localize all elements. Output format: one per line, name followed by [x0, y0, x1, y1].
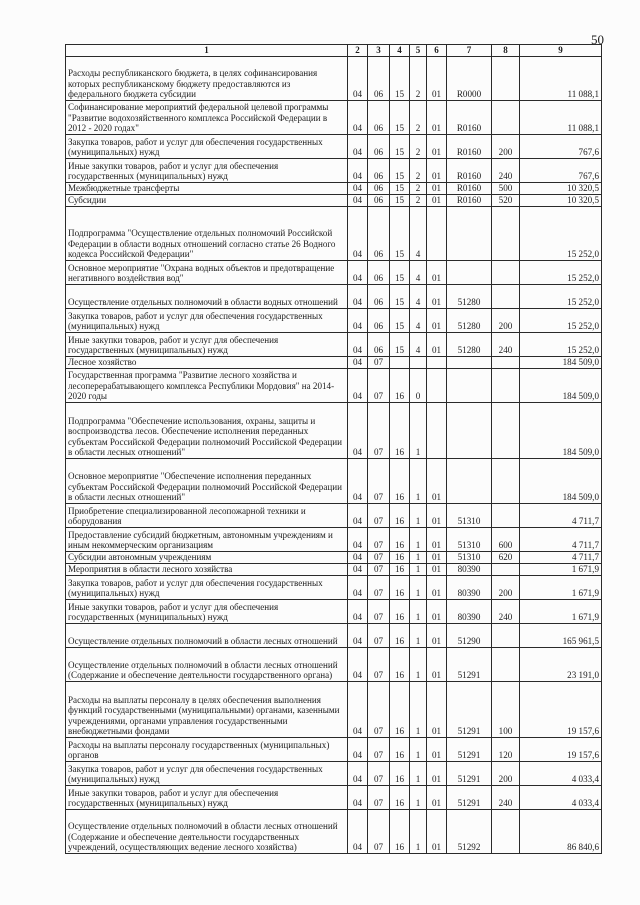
row-name-cell: Подпрограмма "Обеспечение использования, охраны, защиты и воспроизводства лесов. Обеспечение исполнения переданных субъектам Российской Федерации полномочий Российской Федерации в области лесных отношений"	[66, 403, 348, 459]
row-name-cell: Осуществление отдельных полномочий в области водных отношений	[66, 285, 348, 309]
direction-code-cell: 51310	[447, 552, 492, 564]
direction-code-cell: 51291	[447, 738, 492, 762]
table-row	[66, 285, 602, 309]
subsection-code-cell: 06	[368, 57, 390, 101]
subprogram-code-cell: 2	[410, 135, 427, 159]
measure-code-cell: 01	[427, 576, 447, 600]
program-code-cell: 15	[390, 183, 410, 195]
section-code-cell: 04	[348, 159, 368, 183]
amount-cell: 10 320,5	[520, 183, 602, 195]
amount-cell: 165 961,5	[520, 624, 602, 648]
measure-code-cell: 01	[427, 285, 447, 309]
direction-code-cell: 51291	[447, 682, 492, 738]
measure-code-cell	[427, 207, 447, 261]
direction-code-cell: R0160	[447, 101, 492, 135]
subsection-code-cell: 06	[368, 101, 390, 135]
subsection-code-cell: 07	[368, 648, 390, 682]
amount-cell: 1 671,9	[520, 564, 602, 576]
amount-cell: 86 840,6	[520, 810, 602, 854]
table-row	[66, 564, 602, 576]
table-row	[66, 403, 602, 459]
subsection-code-cell: 06	[368, 207, 390, 261]
header-cell: 9	[520, 45, 602, 57]
direction-code-cell: 51291	[447, 648, 492, 682]
program-code-cell: 15	[390, 135, 410, 159]
subprogram-code-cell: 4	[410, 207, 427, 261]
expense-type-code-cell: 600	[492, 528, 520, 552]
expense-type-code-cell: 520	[492, 195, 520, 207]
table-row	[66, 459, 602, 504]
measure-code-cell: 01	[427, 57, 447, 101]
subsection-code-cell: 07	[368, 504, 390, 528]
subsection-code-cell: 07	[368, 576, 390, 600]
subsection-code-cell: 07	[368, 564, 390, 576]
program-code-cell: 15	[390, 207, 410, 261]
expense-type-code-cell: 620	[492, 552, 520, 564]
expense-type-code-cell	[492, 403, 520, 459]
subprogram-code-cell: 2	[410, 183, 427, 195]
row-name-cell: Закупка товаров, работ и услуг для обеспечения государственных (муниципальных) нужд	[66, 576, 348, 600]
expense-type-code-cell	[492, 564, 520, 576]
row-name-cell: Основное мероприятие "Охрана водных объектов и предотвращение негативного воздействия вод"	[66, 261, 348, 285]
amount-cell: 15 252,0	[520, 333, 602, 357]
direction-code-cell: R0000	[447, 57, 492, 101]
row-name-cell: Государственная программа "Развитие лесного хозяйства и лесоперерабатывающего комплекса Республики Мордовия" на 2014-2020 годы	[66, 369, 348, 403]
expense-type-code-cell	[492, 504, 520, 528]
subprogram-code-cell: 2	[410, 195, 427, 207]
expense-type-code-cell	[492, 57, 520, 101]
direction-code-cell: 51290	[447, 624, 492, 648]
subsection-code-cell: 07	[368, 357, 390, 369]
direction-code-cell	[447, 261, 492, 285]
section-code-cell: 04	[348, 648, 368, 682]
header-cell: 7	[447, 45, 492, 57]
row-name-cell: Софинансирование мероприятий федеральной целевой программы "Развитие водохозяйственного комплекса Российской Федерации в 2012 - 2020 годах"	[66, 101, 348, 135]
measure-code-cell: 01	[427, 528, 447, 552]
program-code-cell: 16	[390, 576, 410, 600]
amount-cell: 1 671,9	[520, 600, 602, 624]
header-cell: 6	[427, 45, 447, 57]
expense-type-code-cell: 200	[492, 576, 520, 600]
amount-cell: 184 509,0	[520, 459, 602, 504]
direction-code-cell: R0160	[447, 183, 492, 195]
row-name-cell: Иные закупки товаров, работ и услуг для обеспечения государственных (муниципальных) нужд	[66, 159, 348, 183]
row-name-cell: Подпрограмма "Осуществление отдельных полномочий Российской Федерации в области водных отношений согласно статье 26 Водного кодекса Российской Федерации"	[66, 207, 348, 261]
program-code-cell: 16	[390, 552, 410, 564]
program-code-cell: 16	[390, 564, 410, 576]
program-code-cell: 16	[390, 624, 410, 648]
table-row	[66, 207, 602, 261]
section-code-cell: 04	[348, 207, 368, 261]
program-code-cell: 16	[390, 459, 410, 504]
row-name-cell: Приобретение специализированной лесопожарной техники и оборудования	[66, 504, 348, 528]
measure-code-cell: 01	[427, 564, 447, 576]
expense-type-code-cell	[492, 459, 520, 504]
row-name-cell: Основное мероприятие "Обеспечение исполнения переданных субъектам Российской Федерации полномочий Российской Федерации в области лесных отношений"	[66, 459, 348, 504]
expense-type-code-cell	[492, 101, 520, 135]
subsection-code-cell: 07	[368, 552, 390, 564]
section-code-cell: 04	[348, 57, 368, 101]
expense-type-code-cell: 240	[492, 159, 520, 183]
amount-cell: 11 088,1	[520, 57, 602, 101]
header-cell: 4	[390, 45, 410, 57]
measure-code-cell	[427, 357, 447, 369]
table-row	[66, 576, 602, 600]
measure-code-cell: 01	[427, 810, 447, 854]
amount-cell: 15 252,0	[520, 207, 602, 261]
subprogram-code-cell: 1	[410, 738, 427, 762]
expense-type-code-cell: 240	[492, 333, 520, 357]
measure-code-cell: 01	[427, 333, 447, 357]
subsection-code-cell: 07	[368, 682, 390, 738]
row-name-cell: Осуществление отдельных полномочий в области лесных отношений	[66, 624, 348, 648]
direction-code-cell: R0160	[447, 135, 492, 159]
section-code-cell: 04	[348, 309, 368, 333]
program-code-cell: 16	[390, 810, 410, 854]
table-row	[66, 309, 602, 333]
program-code-cell: 16	[390, 786, 410, 810]
measure-code-cell: 01	[427, 195, 447, 207]
subsection-code-cell: 07	[368, 369, 390, 403]
program-code-cell: 16	[390, 682, 410, 738]
subprogram-code-cell: 1	[410, 459, 427, 504]
section-code-cell: 04	[348, 369, 368, 403]
expense-type-code-cell	[492, 369, 520, 403]
expense-type-code-cell	[492, 624, 520, 648]
measure-code-cell: 01	[427, 504, 447, 528]
program-code-cell: 15	[390, 333, 410, 357]
direction-code-cell: 51310	[447, 504, 492, 528]
program-code-cell: 15	[390, 159, 410, 183]
row-name-cell: Предоставление субсидий бюджетным, автономным учреждениям и иным некоммерческим организациям	[66, 528, 348, 552]
direction-code-cell: 51291	[447, 762, 492, 786]
subprogram-code-cell: 4	[410, 261, 427, 285]
program-code-cell: 16	[390, 403, 410, 459]
table-row	[66, 57, 602, 101]
subprogram-code-cell: 1	[410, 504, 427, 528]
subprogram-code-cell: 1	[410, 762, 427, 786]
subsection-code-cell: 07	[368, 738, 390, 762]
row-name-cell: Расходы на выплаты персоналу государственных (муниципальных) органов	[66, 738, 348, 762]
program-code-cell: 15	[390, 285, 410, 309]
measure-code-cell: 01	[427, 786, 447, 810]
table-row	[66, 786, 602, 810]
amount-cell: 11 088,1	[520, 101, 602, 135]
direction-code-cell: 51292	[447, 810, 492, 854]
expense-type-code-cell: 240	[492, 786, 520, 810]
program-code-cell: 16	[390, 762, 410, 786]
direction-code-cell	[447, 403, 492, 459]
section-code-cell: 04	[348, 101, 368, 135]
amount-cell: 767,6	[520, 159, 602, 183]
subprogram-code-cell: 4	[410, 333, 427, 357]
subprogram-code-cell: 1	[410, 403, 427, 459]
subsection-code-cell: 07	[368, 403, 390, 459]
row-name-cell: Субсидии	[66, 195, 348, 207]
subprogram-code-cell: 0	[410, 369, 427, 403]
expense-type-code-cell: 200	[492, 135, 520, 159]
section-code-cell: 04	[348, 285, 368, 309]
direction-code-cell: R0160	[447, 195, 492, 207]
program-code-cell: 15	[390, 57, 410, 101]
amount-cell: 4 711,7	[520, 552, 602, 564]
amount-cell: 15 252,0	[520, 309, 602, 333]
amount-cell: 4 033,4	[520, 762, 602, 786]
section-code-cell: 04	[348, 333, 368, 357]
subsection-code-cell: 06	[368, 159, 390, 183]
amount-cell: 184 509,0	[520, 357, 602, 369]
row-name-cell: Иные закупки товаров, работ и услуг для обеспечения государственных (муниципальных) нужд	[66, 600, 348, 624]
table-header-row	[66, 45, 602, 57]
subprogram-code-cell: 4	[410, 285, 427, 309]
program-code-cell: 16	[390, 600, 410, 624]
table-row	[66, 357, 602, 369]
subsection-code-cell: 07	[368, 810, 390, 854]
subprogram-code-cell: 1	[410, 624, 427, 648]
program-code-cell: 16	[390, 738, 410, 762]
program-code-cell: 15	[390, 261, 410, 285]
expense-type-code-cell	[492, 261, 520, 285]
direction-code-cell: 80390	[447, 600, 492, 624]
expense-type-code-cell: 240	[492, 600, 520, 624]
table-row	[66, 682, 602, 738]
row-name-cell: Иные закупки товаров, работ и услуг для обеспечения государственных (муниципальных) нужд	[66, 333, 348, 357]
section-code-cell: 04	[348, 600, 368, 624]
subprogram-code-cell	[410, 357, 427, 369]
subprogram-code-cell: 1	[410, 552, 427, 564]
amount-cell: 4 711,7	[520, 504, 602, 528]
measure-code-cell: 01	[427, 552, 447, 564]
subsection-code-cell: 06	[368, 309, 390, 333]
measure-code-cell: 01	[427, 309, 447, 333]
direction-code-cell	[447, 357, 492, 369]
direction-code-cell	[447, 459, 492, 504]
direction-code-cell: R0160	[447, 159, 492, 183]
subprogram-code-cell: 1	[410, 786, 427, 810]
row-name-cell: Закупка товаров, работ и услуг для обеспечения государственных (муниципальных) нужд	[66, 762, 348, 786]
table-row	[66, 183, 602, 195]
table-row	[66, 261, 602, 285]
table-row	[66, 552, 602, 564]
direction-code-cell: 51280	[447, 285, 492, 309]
table-row	[66, 195, 602, 207]
direction-code-cell: 51310	[447, 528, 492, 552]
subprogram-code-cell: 1	[410, 810, 427, 854]
measure-code-cell: 01	[427, 682, 447, 738]
subprogram-code-cell: 1	[410, 528, 427, 552]
table-row	[66, 738, 602, 762]
table-row	[66, 810, 602, 854]
table-row	[66, 762, 602, 786]
measure-code-cell: 01	[427, 600, 447, 624]
section-code-cell: 04	[348, 810, 368, 854]
program-code-cell: 15	[390, 309, 410, 333]
subsection-code-cell: 07	[368, 624, 390, 648]
expense-type-code-cell	[492, 357, 520, 369]
amount-cell: 19 157,6	[520, 738, 602, 762]
subsection-code-cell: 06	[368, 333, 390, 357]
subsection-code-cell: 07	[368, 786, 390, 810]
expense-type-code-cell: 200	[492, 762, 520, 786]
subprogram-code-cell: 1	[410, 564, 427, 576]
measure-code-cell: 01	[427, 261, 447, 285]
subsection-code-cell: 06	[368, 261, 390, 285]
row-name-cell: Расходы на выплаты персоналу в целях обеспечения выполнения функций государственными (муниципальными) органами, казенными учреждениями, органами управления государственными внебюджетными фондами	[66, 682, 348, 738]
table-row	[66, 135, 602, 159]
section-code-cell: 04	[348, 195, 368, 207]
measure-code-cell: 01	[427, 624, 447, 648]
subprogram-code-cell: 4	[410, 309, 427, 333]
section-code-cell: 04	[348, 576, 368, 600]
table-row	[66, 624, 602, 648]
amount-cell: 10 320,5	[520, 195, 602, 207]
row-name-cell: Иные закупки товаров, работ и услуг для обеспечения государственных (муниципальных) нужд	[66, 786, 348, 810]
table-row	[66, 101, 602, 135]
section-code-cell: 04	[348, 564, 368, 576]
table-row	[66, 333, 602, 357]
subprogram-code-cell: 1	[410, 648, 427, 682]
section-code-cell: 04	[348, 624, 368, 648]
amount-cell: 15 252,0	[520, 285, 602, 309]
measure-code-cell: 01	[427, 648, 447, 682]
expense-type-code-cell: 500	[492, 183, 520, 195]
subsection-code-cell: 06	[368, 135, 390, 159]
subsection-code-cell: 06	[368, 183, 390, 195]
table-row	[66, 528, 602, 552]
subprogram-code-cell: 2	[410, 101, 427, 135]
subsection-code-cell: 07	[368, 762, 390, 786]
amount-cell: 184 509,0	[520, 369, 602, 403]
row-name-cell: Закупка товаров, работ и услуг для обеспечения государственных (муниципальных) нужд	[66, 309, 348, 333]
section-code-cell: 04	[348, 552, 368, 564]
row-name-cell: Лесное хозяйство	[66, 357, 348, 369]
section-code-cell: 04	[348, 786, 368, 810]
header-cell: 3	[368, 45, 390, 57]
table-row	[66, 369, 602, 403]
direction-code-cell: 80390	[447, 576, 492, 600]
expense-type-code-cell	[492, 285, 520, 309]
measure-code-cell: 01	[427, 101, 447, 135]
measure-code-cell: 01	[427, 183, 447, 195]
subsection-code-cell: 07	[368, 459, 390, 504]
expense-type-code-cell: 200	[492, 309, 520, 333]
program-code-cell: 16	[390, 369, 410, 403]
direction-code-cell: 51280	[447, 309, 492, 333]
table-row	[66, 600, 602, 624]
amount-cell: 4 033,4	[520, 786, 602, 810]
row-name-cell: Расходы республиканского бюджета, в целях софинансирования которых республиканскому бюджету предоставляются из федерального бюджета субсидии	[66, 57, 348, 101]
row-name-cell: Осуществление отдельных полномочий в области лесных отношений (Содержание и обеспечение деятельности государственного органа)	[66, 648, 348, 682]
row-name-cell: Мероприятия в области лесного хозяйства	[66, 564, 348, 576]
expense-type-code-cell	[492, 648, 520, 682]
direction-code-cell: 51291	[447, 786, 492, 810]
table-body	[66, 57, 602, 854]
program-code-cell: 16	[390, 504, 410, 528]
table-row	[66, 504, 602, 528]
subsection-code-cell: 07	[368, 528, 390, 552]
measure-code-cell: 01	[427, 135, 447, 159]
row-name-cell: Осуществление отдельных полномочий в области лесных отношений (Содержание и обеспечение деятельности государственных учреждений, осуществляющих ведение лесного хозяйства)	[66, 810, 348, 854]
section-code-cell: 04	[348, 403, 368, 459]
expense-type-code-cell: 100	[492, 682, 520, 738]
header-cell: 5	[410, 45, 427, 57]
direction-code-cell: 51280	[447, 333, 492, 357]
amount-cell: 767,6	[520, 135, 602, 159]
amount-cell: 23 191,0	[520, 648, 602, 682]
measure-code-cell	[427, 369, 447, 403]
row-name-cell: Закупка товаров, работ и услуг для обеспечения государственных (муниципальных) нужд	[66, 135, 348, 159]
subsection-code-cell: 07	[368, 600, 390, 624]
section-code-cell: 04	[348, 357, 368, 369]
measure-code-cell	[427, 403, 447, 459]
expense-type-code-cell	[492, 207, 520, 261]
direction-code-cell	[447, 207, 492, 261]
section-code-cell: 04	[348, 183, 368, 195]
amount-cell: 1 671,9	[520, 576, 602, 600]
measure-code-cell: 01	[427, 738, 447, 762]
program-code-cell	[390, 357, 410, 369]
measure-code-cell: 01	[427, 762, 447, 786]
subprogram-code-cell: 1	[410, 682, 427, 738]
section-code-cell: 04	[348, 528, 368, 552]
section-code-cell: 04	[348, 762, 368, 786]
subsection-code-cell: 06	[368, 195, 390, 207]
page-number: 50	[591, 32, 604, 47]
subprogram-code-cell: 1	[410, 576, 427, 600]
direction-code-cell: 80390	[447, 564, 492, 576]
amount-cell: 15 252,0	[520, 261, 602, 285]
expense-type-code-cell: 120	[492, 738, 520, 762]
program-code-cell: 15	[390, 195, 410, 207]
measure-code-cell: 01	[427, 459, 447, 504]
budget-table	[65, 44, 602, 854]
amount-cell: 19 157,6	[520, 682, 602, 738]
amount-cell: 184 509,0	[520, 403, 602, 459]
expense-type-code-cell	[492, 810, 520, 854]
row-name-cell: Субсидии автономным учреждениям	[66, 552, 348, 564]
subprogram-code-cell: 1	[410, 600, 427, 624]
header-cell: 1	[66, 45, 348, 57]
subsection-code-cell: 06	[368, 285, 390, 309]
header-cell: 8	[492, 45, 520, 57]
amount-cell: 4 711,7	[520, 528, 602, 552]
section-code-cell: 04	[348, 738, 368, 762]
row-name-cell: Межбюджетные трансферты	[66, 183, 348, 195]
table-row	[66, 648, 602, 682]
direction-code-cell	[447, 369, 492, 403]
program-code-cell: 16	[390, 648, 410, 682]
program-code-cell: 15	[390, 101, 410, 135]
table-row	[66, 159, 602, 183]
section-code-cell: 04	[348, 504, 368, 528]
subprogram-code-cell: 2	[410, 159, 427, 183]
measure-code-cell: 01	[427, 159, 447, 183]
section-code-cell: 04	[348, 135, 368, 159]
section-code-cell: 04	[348, 459, 368, 504]
section-code-cell: 04	[348, 261, 368, 285]
header-cell: 2	[348, 45, 368, 57]
section-code-cell: 04	[348, 682, 368, 738]
subprogram-code-cell: 2	[410, 57, 427, 101]
program-code-cell: 16	[390, 528, 410, 552]
